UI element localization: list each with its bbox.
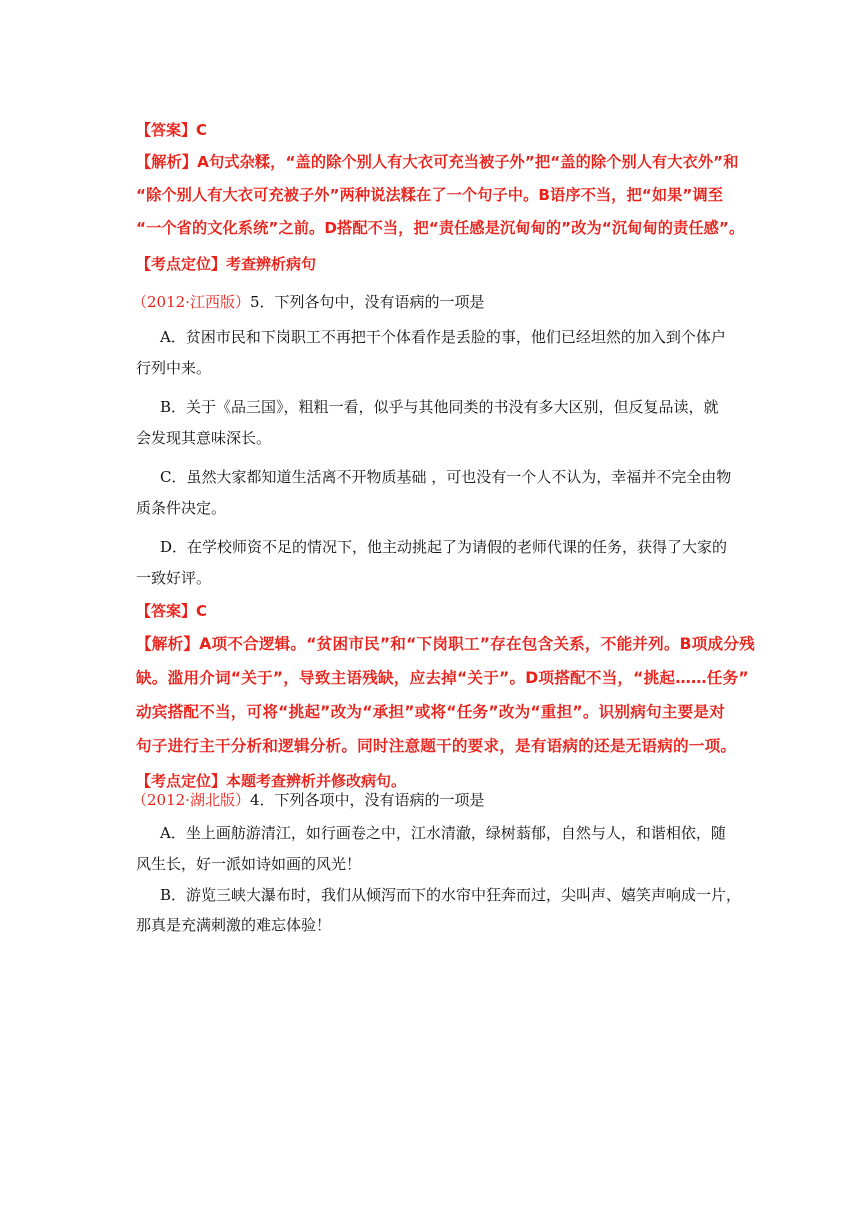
analysis-line: 动宾搭配不当，可将“挑起”改为“承担”或将“任务”改为“重担”。识别病句主要是对 xyxy=(136,703,725,721)
option-a: A．坐上画舫游清江，如行画卷之中，江水清澈，绿树蓊郁，自然与人，和谐相依，随 xyxy=(160,824,726,842)
question-stem xyxy=(132,291,485,312)
option-b: B．游览三峡大瀑布时，我们从倾泻而下的水帘中狂奔而过，尖叫声、嬉笑声响成一片， xyxy=(160,886,742,904)
option-d-cont: 一致好评。 xyxy=(136,569,212,587)
option-a: A．贫困市民和下岗职工不再把干个体看作是丢脸的事，他们已经坦然的加入到个体户 xyxy=(160,328,726,346)
point-label: 【考点定位】 xyxy=(136,772,227,790)
point-line xyxy=(136,253,316,274)
analysis-line: 缺。滥用介词“关于”，导致主语残缺，应去掉“关于”。D项搭配不当，“挑起……任务” xyxy=(136,669,749,687)
option-c: C．虽然大家都知道生活离不开物质基础 ，可也没有一个人不认为，幸福并不完全由物 xyxy=(160,468,732,486)
option-a-cont: 风生长，好一派如诗如画的风光！ xyxy=(136,855,362,873)
analysis-line: “除个别人有大衣可充被子外”两种说法糅在了一个句子中。B语序不当，把“如果”调至 xyxy=(136,186,724,204)
analysis-label: 【解析】 xyxy=(136,635,200,653)
answer-label: 【答案】 xyxy=(136,602,197,620)
question-source: （2012·江西版） xyxy=(132,293,250,311)
analysis-label: 【解析】 xyxy=(136,153,198,171)
analysis-line: 句子进行主干分析和逻辑分析。同时注意题干的要求，是有语病的还是无语病的一项。 xyxy=(136,737,737,755)
point-text: 本题考查辨析并修改病句。 xyxy=(226,772,407,790)
analysis-line xyxy=(136,632,755,654)
answer-value: C xyxy=(196,121,208,139)
question-text: 4．下列各项中，没有语病的一项是 xyxy=(249,791,485,809)
option-c-cont: 质条件决定。 xyxy=(136,499,227,517)
analysis-text: A句式杂糅，“盖的除个别人有大衣可充当被子外”把“盖的除个别人有大衣外”和 xyxy=(197,153,739,171)
point-line xyxy=(136,770,406,791)
analysis-text: A项不合逻辑。“贫困市民”和“下岗职工”存在包含关系，不能并列。B项成分残 xyxy=(199,635,755,653)
option-b-cont: 那真是充满刺激的难忘体验！ xyxy=(136,916,332,934)
answer-line-1 xyxy=(136,119,207,140)
question-source: （2012·湖北版） xyxy=(132,791,250,809)
analysis-line: “一个省的文化系统”之前。D搭配不当，把“责任感是沉甸甸的”改为“沉甸甸的责任感”。 xyxy=(136,219,745,237)
option-b-cont: 会发现其意味深长。 xyxy=(136,429,272,447)
option-a-cont: 行列中来。 xyxy=(136,359,212,377)
point-label: 【考点定位】 xyxy=(136,255,227,273)
answer-line-2 xyxy=(136,600,207,621)
option-d: D．在学校师资不足的情况下，他主动挑起了为请假的老师代课的任务，获得了大家的 xyxy=(160,538,728,556)
question-text: 5．下列各句中，没有语病的一项是 xyxy=(249,293,485,311)
option-b: B．关于《品三国》，粗粗一看，似乎与其他同类的书没有多大区别，但反复品读，就 xyxy=(160,398,719,416)
answer-value: C xyxy=(196,602,208,620)
answer-label: 【答案】 xyxy=(136,121,197,139)
analysis-line xyxy=(136,151,739,172)
question-stem xyxy=(132,789,485,810)
point-text: 考查辨析病句 xyxy=(226,255,317,273)
